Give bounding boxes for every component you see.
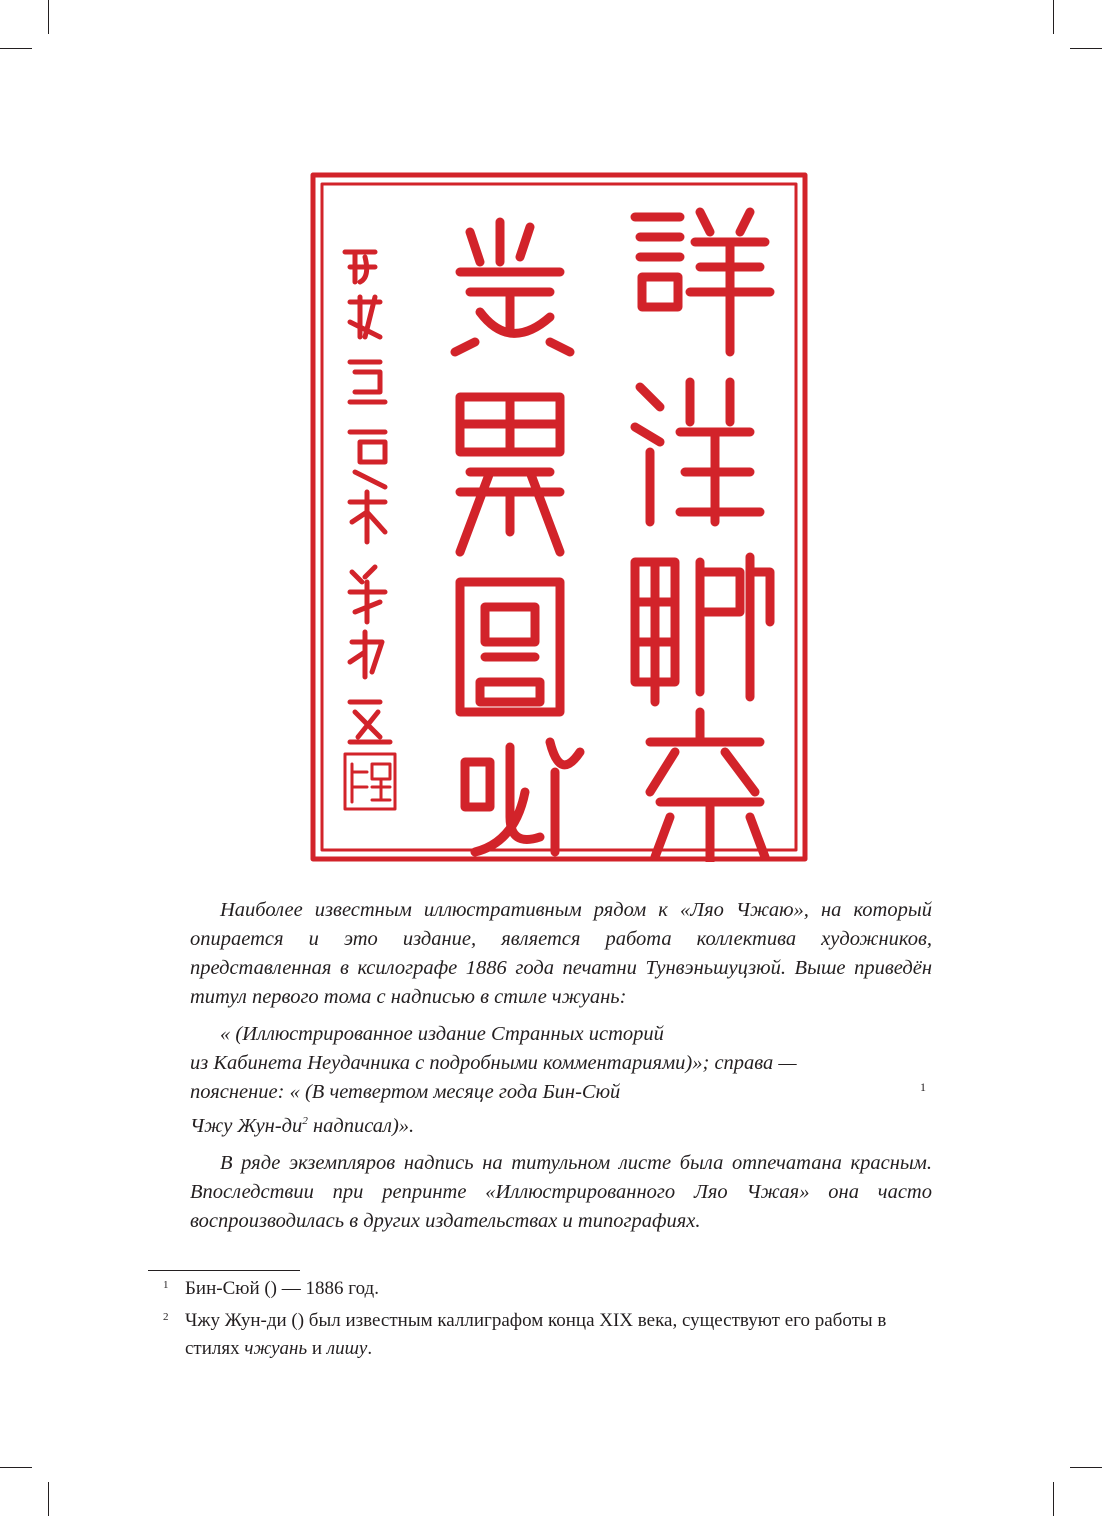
quote-text: из Кабинета Неудачника с подробными комментариями)»; справа —	[190, 1052, 797, 1074]
crop-mark	[1070, 1467, 1102, 1468]
footnote-text-part: .	[367, 1338, 373, 1359]
quote-line	[190, 1049, 932, 1078]
quote-text: « (Иллюстрированное издание Странных историй	[220, 1023, 664, 1045]
footnote-emphasis: лишу	[326, 1338, 368, 1359]
footnote-number: 2	[163, 1311, 169, 1323]
title-translation-quote	[190, 1020, 932, 1141]
quote-text: Чжу Жун-ди	[190, 1114, 303, 1137]
footnote-emphasis: чжуань	[244, 1338, 308, 1359]
footnote	[163, 1275, 903, 1303]
quote-line	[190, 1107, 932, 1141]
footnote-text	[185, 1307, 903, 1363]
quote-line	[190, 1020, 932, 1049]
crop-mark	[48, 1482, 49, 1516]
paragraph: Наиболее известным иллюстративным рядом к «Ляо Чжаю», на который опирается и это издание, является работа коллектива художников, представленная в ксилографе 1886 года печатни Тунвэньшуцзюй. Выше приведён титул первого тома с надписью в стиле чжуань:	[190, 899, 932, 1008]
title-page-seal-illustration	[310, 172, 808, 862]
body-text	[190, 896, 932, 1244]
footnote-rule	[148, 1270, 300, 1271]
footnotes	[163, 1275, 903, 1367]
quote-line	[190, 1078, 932, 1107]
footnote	[163, 1307, 903, 1363]
quote-text: пояснение: « (В четвертом месяце года Бин-Сюй	[190, 1081, 621, 1103]
crop-mark	[1053, 0, 1054, 34]
footnote-text-part: и	[307, 1338, 327, 1359]
footnote-text-part: Чжу Жун-ди () был известным каллиграфом конца XIX века, существуют его работы в стилях	[185, 1310, 887, 1359]
crop-mark	[0, 48, 32, 49]
crop-mark	[1070, 48, 1102, 49]
footnote-ref: 2	[302, 1115, 308, 1127]
footnote-marker: 1	[920, 1080, 926, 1094]
crop-mark	[0, 1467, 32, 1468]
quote-text: надписал)».	[307, 1114, 415, 1137]
footnote-number: 1	[163, 1279, 169, 1291]
crop-mark	[1053, 1482, 1054, 1516]
crop-mark	[48, 0, 49, 34]
footnote-text: Бин-Сюй () — 1886 год.	[185, 1278, 379, 1299]
paragraph: В ряде экземпляров надпись на титульном листе была отпечатана красным. Впоследствии при репринте «Иллюстрированного Ляо Чжая» она часто воспроизводилась в других издательствах и типографиях.	[190, 1151, 932, 1232]
